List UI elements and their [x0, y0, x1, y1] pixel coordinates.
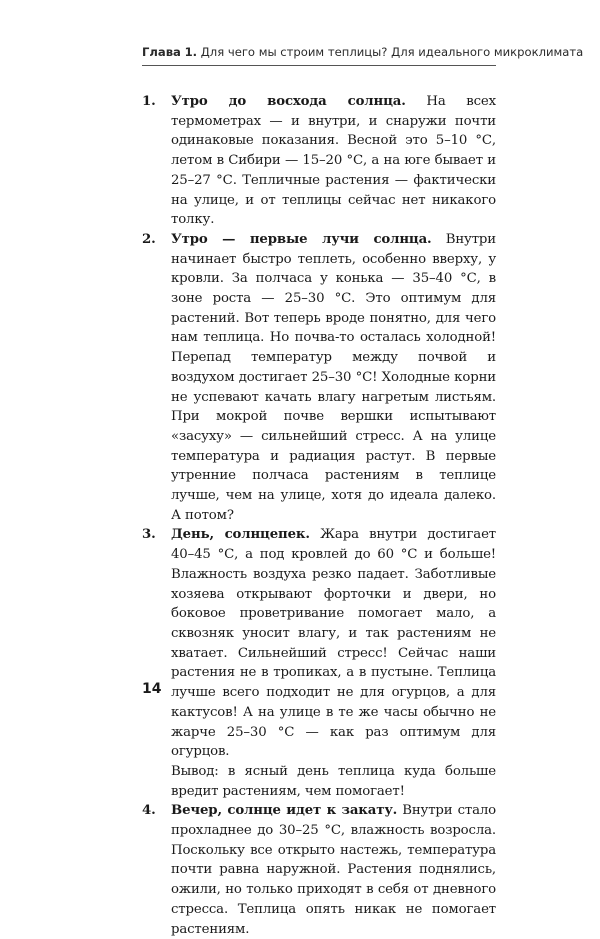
list-item	[142, 525, 496, 801]
chapter-title: Для чего мы строим теплицы? Для идеального микроклимата	[200, 45, 584, 59]
item-number: 3.	[142, 527, 156, 543]
list-item	[142, 230, 496, 526]
header-divider	[142, 65, 496, 66]
item-lead: Утро до восхода солнца.	[171, 94, 406, 109]
item-lead: День, солнцепек.	[171, 527, 310, 543]
chapter-label: Глава	[142, 45, 181, 59]
item-number: 4.	[142, 803, 156, 819]
running-header	[142, 44, 584, 60]
main-text	[142, 92, 496, 939]
item-text: Внутри стало прохладнее до 30–25 °С, влажность возросла. Поскольку все открыто настежь, температура почти равна наружной. Растения поднялись, ожили, но только приходят в себя от дневного стресса. Теплица опять никак не помогает растениям.	[171, 803, 496, 937]
page-number: 14	[142, 681, 162, 697]
item-conclusion: Вывод: в ясный день теплица куда больше вредит растениям, чем помогает!	[171, 763, 496, 799]
list-item	[142, 92, 496, 230]
item-number: 2.	[142, 231, 156, 247]
item-body	[171, 801, 496, 939]
chapter-number: 1.	[184, 45, 198, 59]
item-paragraph	[171, 92, 496, 230]
item-text: Жара внутри достигает 40–45 °С, а под кровлей до 60 °С и больше! Влажность воздуха резко падает. Заботливые хозяева открывают форточки и двери, но боковое проветривание помогает мало, а сквозняк уносит влагу, и так растениям не хватает. Сильнейший стресс! Сейчас наши растения не в тропиках, а в пустыне. Теплица лучше всего подходит не для огурцов, а для кактусов! А на улице в те же часы обычно не жарче 25–30 °С — как раз оптимум для огурцов.	[171, 527, 496, 760]
item-text: На всех термометрах — и внутри, и снаружи почти одинаковые показания. Весной это 5–10 °С, летом в Сибири — 15–20 °С, а на юге бывает и 25–27 °С. Тепличные растения — фактически на улице, и от теплицы сейчас нет никакого толку.	[171, 94, 496, 228]
item-body	[171, 230, 496, 526]
item-body	[171, 92, 496, 230]
list-item	[142, 801, 496, 939]
item-paragraph	[171, 525, 496, 761]
item-paragraph	[171, 230, 496, 526]
item-paragraph	[171, 801, 496, 939]
item-lead: Вечер, солнце идет к закату.	[171, 803, 398, 819]
item-lead: Утро — первые лучи солнца.	[171, 231, 432, 247]
item-text: Внутри начинает быстро теплеть, особенно вверху, у кровли. За полчаса у конька — 35–40 °С, в зоне роста — 25–30 °С. Это оптимум для растений. Вот теперь вроде понятно, для чего нам теплица. Но почва-то осталась холодной! Перепад температур между почвой и воздухом достигает 25–30 °С! Холодные корни не успевают качать влагу нагретым листьям. При мокрой почве вершки испытывают «засуху» — сильнейший стресс. А на улице температура и радиация растут. В первые утренние полчаса растениям в теплице лучше, чем на улице, хотя до идеала далеко. А потом?	[171, 231, 496, 523]
item-body	[171, 525, 496, 801]
item-number: 1.	[142, 94, 156, 109]
